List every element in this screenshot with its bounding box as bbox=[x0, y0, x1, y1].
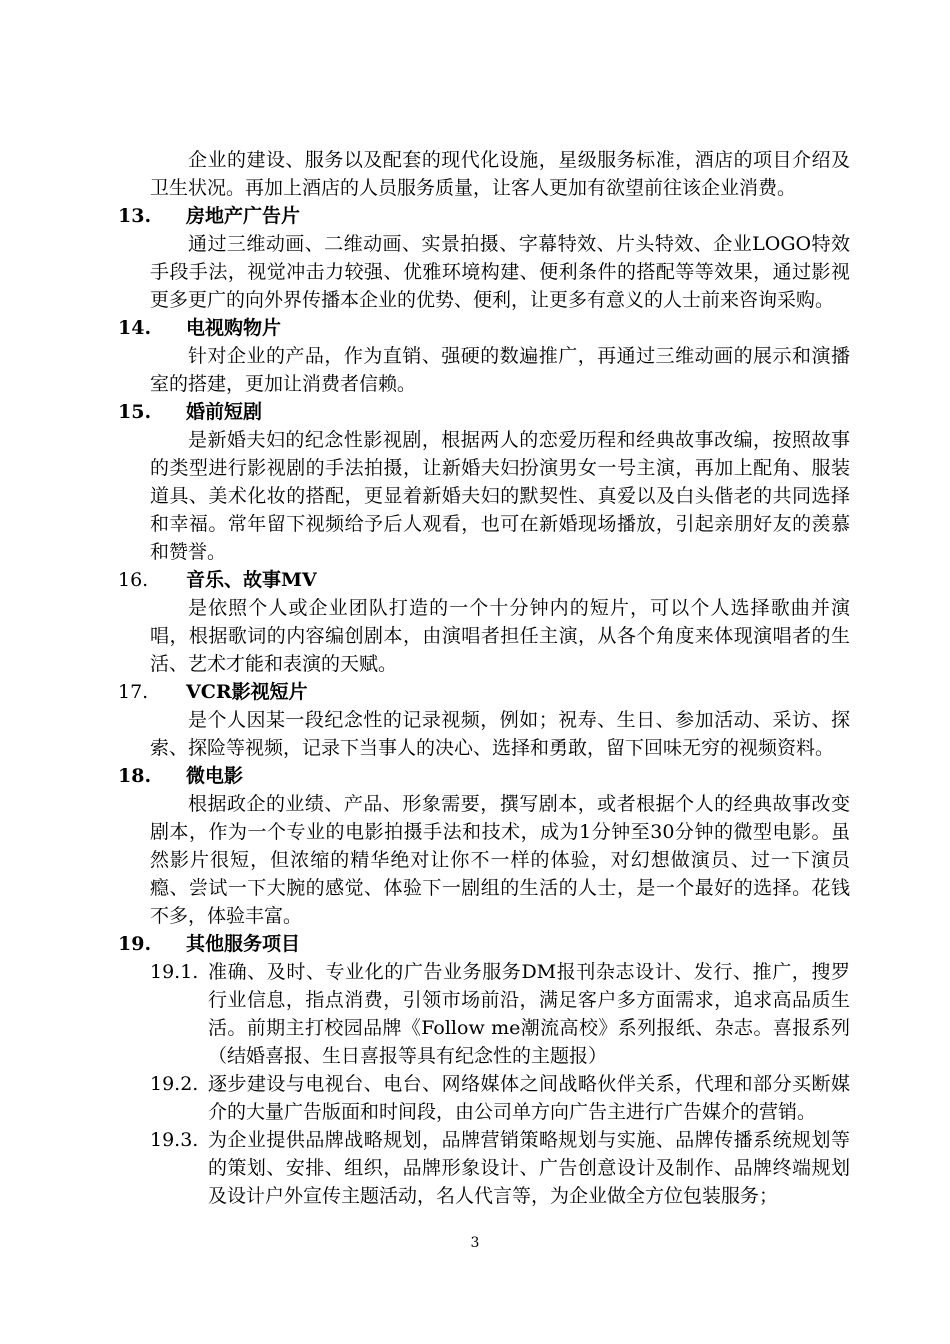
section-heading-18 bbox=[118, 762, 850, 790]
page-content bbox=[118, 146, 850, 1210]
section-number: 16. bbox=[118, 569, 149, 591]
page-number: 3 bbox=[470, 1235, 480, 1251]
section-number: 13. bbox=[118, 205, 152, 227]
intro-paragraph: 企业的建设、服务以及配套的现代化设施，星级服务标准，酒店的项目介绍及卫生状况。再加上酒店的人员服务质量，让客人更加有欲望前往该企业消费。 bbox=[150, 149, 850, 199]
section-body-15: 是新婚夫妇的纪念性影视剧，根据两人的恋爱历程和经典故事改编，按照故事的类型进行影视剧的手法拍摄，让新婚夫妇扮演男女一号主演，再加上配角、服装道具、美术化妆的搭配，更显着新婚夫妇的默契性、真爱以及白头偕老的共同选择和幸福。常年留下视频给予后人观看，也可在新婚现场播放，引起亲朋好友的羡慕和赞誉。 bbox=[150, 429, 850, 563]
section-body-16: 是依照个人或企业团队打造的一个十分钟内的短片，可以个人选择歌曲并演唱，根据歌词的内容编创剧本，由演唱者担任主演，从各个角度来体现演唱者的生活、艺术才能和表演的天赋。 bbox=[150, 597, 850, 675]
subitem-19-2 bbox=[150, 1070, 850, 1126]
section-title: 婚前短剧 bbox=[186, 401, 263, 423]
subitem-19-1 bbox=[150, 958, 850, 1070]
section-heading-14 bbox=[118, 314, 850, 342]
subitem-text: 逐步建设与电视台、电台、网络媒体之间战略伙伴关系，代理和部分买断媒介的大量广告版面和时间段，由公司单方向广告主进行广告媒介的营销。 bbox=[208, 1073, 850, 1123]
section-title: 房地产广告片 bbox=[186, 205, 301, 227]
section-number: 15. bbox=[118, 401, 152, 423]
section-heading-17 bbox=[118, 678, 850, 706]
section-body-14: 针对企业的产品，作为直销、强硬的数遍推广，再通过三维动画的展示和演播室的搭建，更加让消费者信赖。 bbox=[150, 345, 850, 395]
section-heading-13 bbox=[118, 202, 850, 230]
section-title: 电视购物片 bbox=[186, 317, 282, 339]
section-number: 19. bbox=[118, 933, 152, 955]
subitem-number: 19.3. bbox=[150, 1129, 199, 1151]
section-heading-15 bbox=[118, 398, 850, 426]
section-body-17: 是个人因某一段纪念性的记录视频，例如；祝寿、生日、参加活动、采访、探索、探险等视频，记录下当事人的决心、选择和勇敢，留下回味无穷的视频资料。 bbox=[150, 709, 850, 759]
subitem-number: 19.1. bbox=[150, 961, 199, 983]
section-heading-16 bbox=[118, 566, 850, 594]
section-body-13: 通过三维动画、二维动画、实景拍摄、字幕特效、片头特效、企业LOGO特效手段手法，视觉冲击力较强、优雅环境构建、便利条件的搭配等等效果，通过影视更多更广的向外界传播本企业的优势、便利，让更多有意义的人士前来咨询采购。 bbox=[150, 233, 850, 311]
subitem-number: 19.2. bbox=[150, 1073, 199, 1095]
section-title: 音乐、故事MV bbox=[186, 569, 317, 591]
section-title: 微电影 bbox=[186, 765, 244, 787]
section-heading-19 bbox=[118, 930, 850, 958]
section-number: 17. bbox=[118, 681, 149, 703]
subitem-19-3 bbox=[150, 1126, 850, 1210]
section-title: 其他服务项目 bbox=[186, 933, 301, 955]
section-number: 14. bbox=[118, 317, 152, 339]
section-body-18: 根据政企的业绩、产品、形象需要，撰写剧本，或者根据个人的经典故事改变剧本，作为一个专业的电影拍摄手法和技术，成为1分钟至30分钟的微型电影。虽然影片很短，但浓缩的精华绝对让你不一样的体验，对幻想做演员、过一下演员瘾、尝试一下大腕的感觉、体验下一剧组的生活的人士，是一个最好的选择。花钱不多，体验丰富。 bbox=[150, 793, 850, 927]
section-number: 18. bbox=[118, 765, 152, 787]
subitem-text: 为企业提供品牌战略规划，品牌营销策略规划与实施、品牌传播系统规划等的策划、安排、组织，品牌形象设计、广告创意设计及制作、品牌终端规划及设计户外宣传主题活动，名人代言等，为企业做全方位包装服务； bbox=[208, 1129, 850, 1207]
subitem-text: 准确、及时、专业化的广告业务服务DM报刊杂志设计、发行、推广，搜罗行业信息，指点消费，引领市场前沿，满足客户多方面需求，追求高品质生活。前期主打校园品牌《Follow me潮流高校》系列报纸、杂志。喜报系列（结婚喜报、生日喜报等具有纪念性的主题报） bbox=[208, 961, 850, 1067]
section-title: VCR影视短片 bbox=[186, 681, 308, 703]
